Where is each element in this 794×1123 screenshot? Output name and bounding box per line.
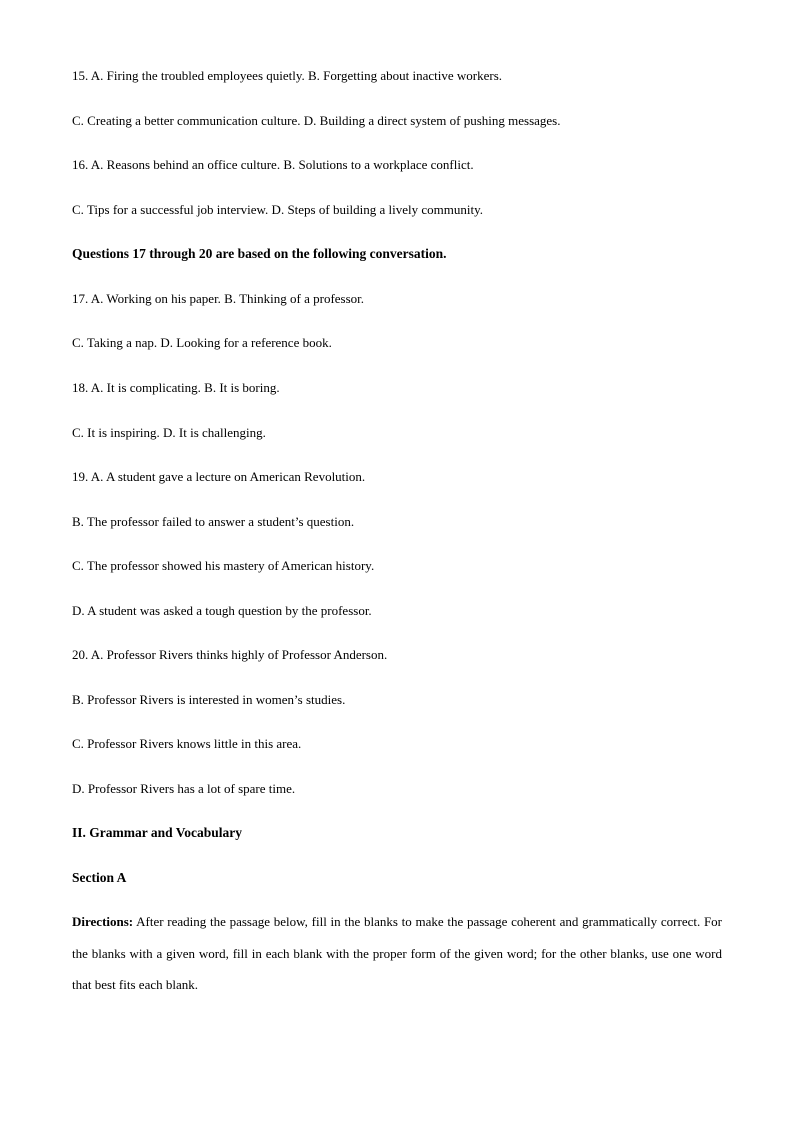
q19-option-d: D. A student was asked a tough question by the professor. [72, 603, 372, 618]
q15-options-ab: 15. A. Firing the troubled employees quietly. B. Forgetting about inactive workers. [72, 68, 503, 83]
q20-option-b: B. Professor Rivers is interested in women’s studies. [72, 692, 346, 707]
directions-text: After reading the passage below, fill in the blanks to make the passage coherent and grammatically correct. For the blanks with a given word, fill in each blank with the proper form of the given word; for the other blanks, use one word that best fits each blank. [72, 914, 722, 992]
q15-options-cd: C. Creating a better communication culture. D. Building a direct system of pushing messages. [72, 113, 561, 128]
directions-paragraph [72, 906, 722, 1001]
section-heading: Section A [72, 870, 127, 885]
q17-options-cd: C. Taking a nap. D. Looking for a reference book. [72, 335, 332, 350]
part-heading: II. Grammar and Vocabulary [72, 825, 243, 840]
directions-label: Directions: [72, 914, 134, 929]
q18-options-cd: C. It is inspiring. D. It is challenging. [72, 425, 266, 440]
q20-option-d: D. Professor Rivers has a lot of spare time. [72, 781, 296, 796]
q16-options-cd: C. Tips for a successful job interview. D. Steps of building a lively community. [72, 202, 484, 217]
q19-option-a: 19. A. A student gave a lecture on American Revolution. [72, 469, 366, 484]
q17-options-ab: 17. A. Working on his paper. B. Thinking of a professor. [72, 291, 365, 306]
q16-options-ab: 16. A. Reasons behind an office culture. B. Solutions to a workplace conflict. [72, 157, 474, 172]
q18-options-ab: 18. A. It is complicating. B. It is boring. [72, 380, 280, 395]
q20-option-c: C. Professor Rivers knows little in this area. [72, 736, 302, 751]
q19-option-c: C. The professor showed his mastery of American history. [72, 558, 375, 573]
conversation-heading: Questions 17 through 20 are based on the following conversation. [72, 246, 447, 261]
q20-option-a: 20. A. Professor Rivers thinks highly of Professor Anderson. [72, 647, 388, 662]
q19-option-b: B. The professor failed to answer a student’s question. [72, 514, 355, 529]
